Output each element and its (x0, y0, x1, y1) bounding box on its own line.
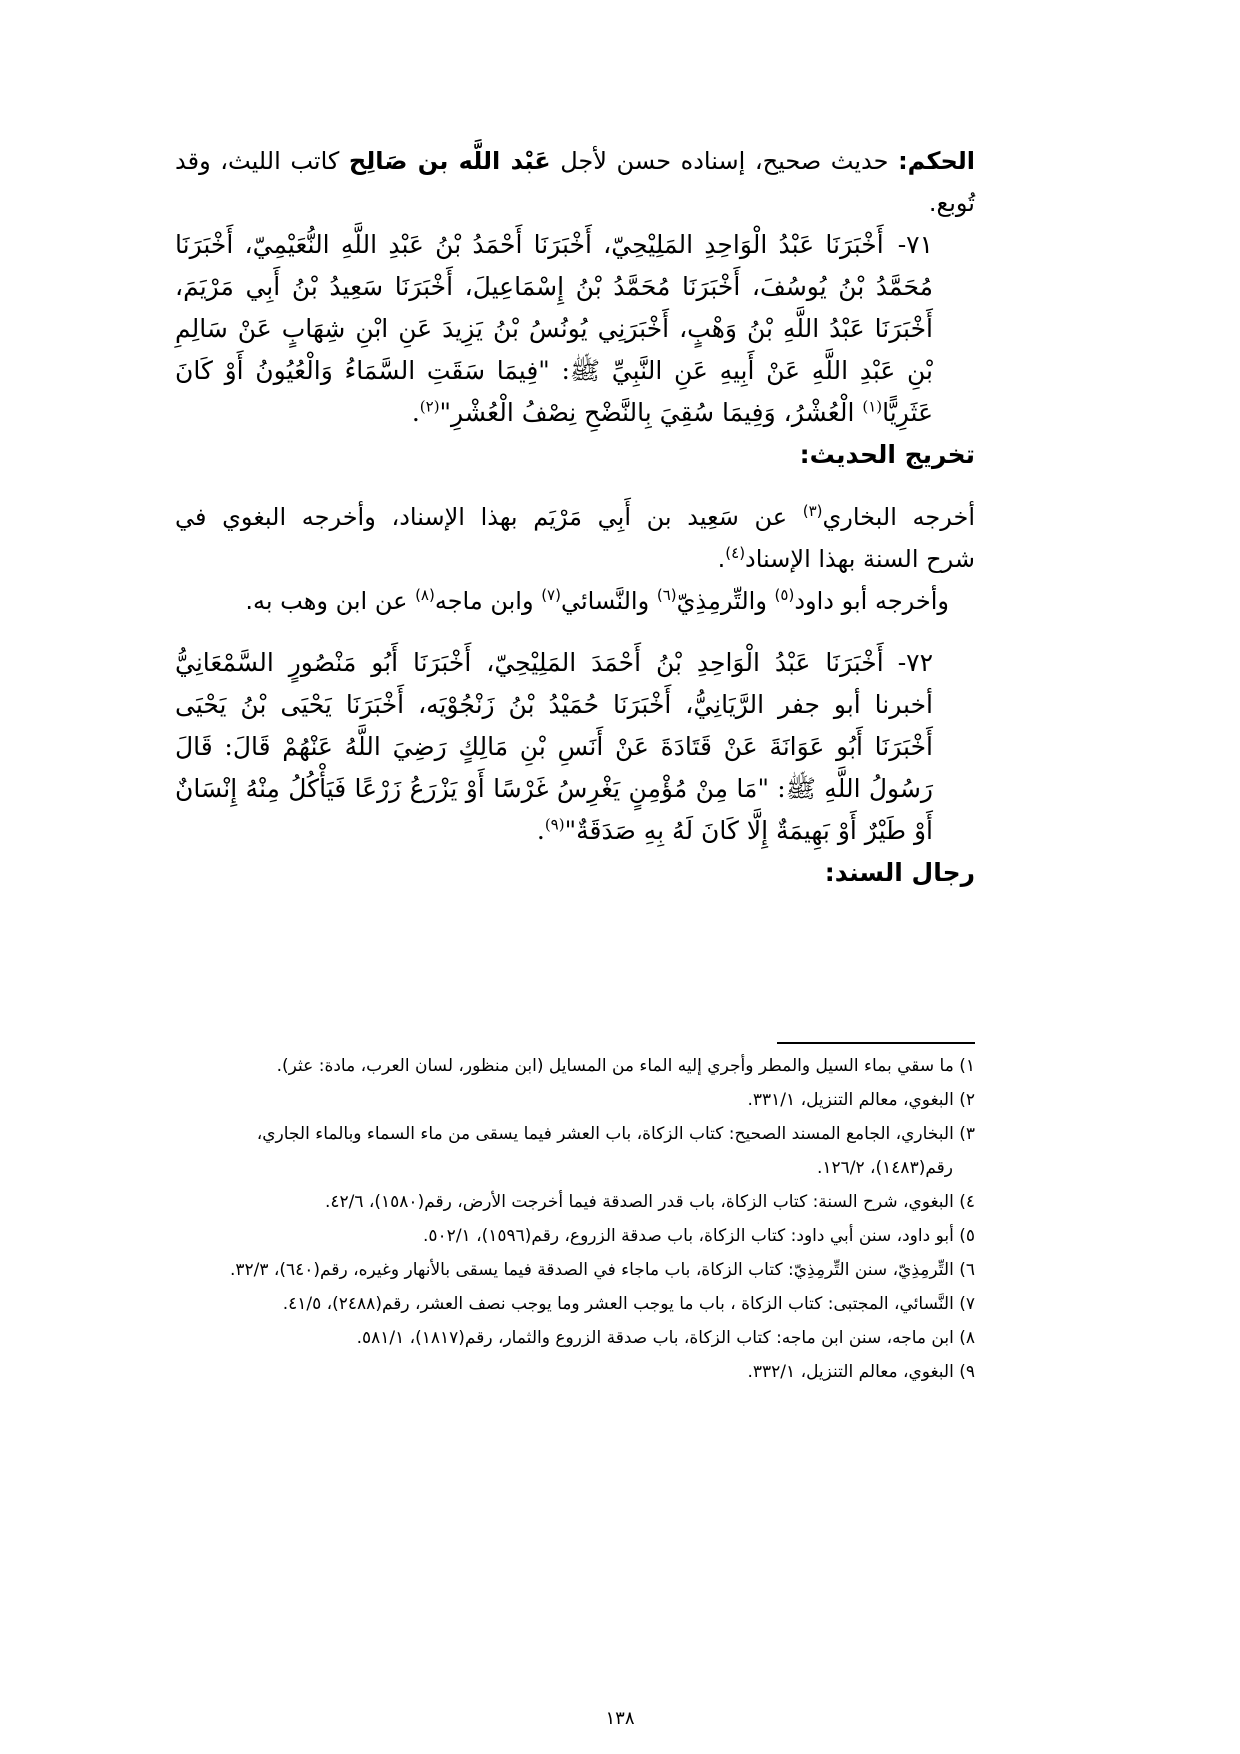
takhrij-line-3 (175, 580, 975, 622)
footnote-6: ٦) التِّرمِذِيّ، سنن التِّرمِذِيّ: كتاب الزكاة، باب ماجاء في الصدقة فيما يسقى بالأنهار وغيره، رقم(٦٤٠)، ٣٢/٣. (229, 1260, 975, 1280)
footnote-1: ١) ما سقي بماء السيل والمطر وأجري إليه الماء من المسايل (ابن منظور، لسان العرب، مادة: عثر). (276, 1056, 975, 1076)
takhrij-line-3-b: والتِّرمِذِيّ (676, 587, 775, 615)
takhrij-line-1-b: عن سَعِيد بن أَبِي مَرْيَم بهذا الإسناد، وأخرجه البغوي في (175, 503, 803, 531)
takhrij-line-1 (175, 496, 975, 538)
takhrij-line-2-a: شرح السنة بهذا الإسناد (745, 545, 975, 573)
footnote-2: ٢) البغوي، معالم التنزيل، ٣٣١/١. (747, 1090, 975, 1110)
footnote-5: ٥) أبو داود، سنن أبي داود: كتاب الزكاة، باب صدقة الزروع، رقم(١٥٩٦)، ٥٠٢/١. (423, 1226, 975, 1246)
footnote-ref-5[interactable]: (٥) (774, 586, 795, 604)
hadith-72-line-3: أَخْبَرَنَا أَبُو عَوَانَةَ عَنْ قَتَادَةَ عَنْ أَنَسِ بْنِ مَالِكٍ رَضِيَ اللَّهُ عَنْهُمْ قَالَ: قَالَ (175, 732, 933, 761)
hadith-71-line-5-a: عَثَرِيًّا (882, 398, 933, 427)
hadith-71-line-4: بْنِ عَبْدِ اللَّهِ عَنْ أَبِيهِ عَنِ النَّبِيِّ ﷺ: "فِيمَا سَقَتِ السَّمَاءُ وَالْعُيُونُ أَوْ كَانَ (175, 356, 933, 385)
page-number: ١٣٨ (605, 1708, 635, 1729)
footnote-ref-6[interactable]: (٦) (656, 586, 677, 604)
footnote-ref-8[interactable]: (٨) (415, 586, 435, 604)
ruling-text-b: كاتب الليث، وقد (175, 147, 349, 175)
rijal-heading: رجال السند: (824, 858, 975, 887)
hadith-71-number: ٧١- (897, 230, 933, 259)
ruling-text-a: حديث صحيح، إسناده حسن لأجل (550, 147, 899, 175)
hadith-72-line-5-a: أَوْ طَيْرٌ أَوْ بَهِيمَةٌ إِلَّا كَانَ لَهُ بِهِ صَدَقَةٌ" (564, 816, 933, 845)
takhrij-line-2 (175, 538, 975, 580)
footnote-9: ٩) البغوي، معالم التنزيل، ٣٣٢/١. (747, 1362, 975, 1382)
footnote-4: ٤) البغوي، شرح السنة: كتاب الزكاة، باب قدر الصدقة فيما أخرجت الأرض، رقم(١٥٨٠)، ٤٢/٦. (324, 1192, 975, 1212)
footnote-7: ٧) النَّسائي، المجتبى: كتاب الزكاة ، باب ما يوجب العشر وما يوجب نصف العشر، رقم(٢٤٨٨)، ٤١/٥. (282, 1294, 975, 1314)
takhrij-line-3-c: والنَّسائي (560, 587, 657, 615)
hadith-72-line-1 (175, 642, 975, 684)
hadith-72-line-1-text: أَخْبَرَنَا عَبْدُ الْوَاحِدِ بْنُ أَحْمَدَ المَلِيْحِيّ، أَخْبَرَنَا أَبُو مَنْصُورٍ السَّمْعَانِيُّ (175, 648, 884, 677)
takhrij-line-3-e: عن ابن وهب به. (245, 587, 416, 615)
footnote-8: ٨) ابن ماجه، سنن ابن ماجه: كتاب الزكاة، باب صدقة الزروع والثمار، رقم(١٨١٧)، ٥٨١/١. (356, 1328, 975, 1348)
hadith-72-line-5-end: . (536, 816, 545, 845)
hadith-72-number: ٧٢- (897, 648, 933, 677)
ruling-continuation: تُوبع. (928, 189, 975, 217)
footnote-ref-9[interactable]: (٩) (544, 815, 565, 834)
footnotes (175, 1052, 975, 1392)
main-text (175, 140, 975, 894)
hadith-71-line-5-end: . (411, 398, 420, 427)
hadith-72-line-5 (175, 810, 975, 852)
hadith-72-line-2: أخبرنا أبو جفر الرَّيَانِيُّ، أَخْبَرَنَا حُمَيْدُ بْنُ زَنْجُوْيَه، أَخْبَرَنَا يَحْيَى بْنُ يَحْيَى (175, 690, 933, 719)
footnote-ref-7[interactable]: (٧) (541, 586, 561, 604)
ruling-label: الحكم: (898, 147, 975, 175)
takhrij-line-3-a: وأخرجه أبو داود (794, 587, 949, 615)
footnote-3-continuation: رقم(١٤٨٣)، ١٢٦/٢. (816, 1158, 953, 1178)
footnote-ref-1[interactable]: (١) (862, 397, 883, 416)
takhrij-heading: تخريج الحديث: (799, 440, 975, 469)
footnote-separator (777, 1042, 975, 1044)
takhrij-line-3-d: وابن ماجه (434, 587, 542, 615)
hadith-71-line-5-b: الْعُشْرُ، وَفِيمَا سُقِيَ بِالنَّضْحِ نِصْفُ الْعُشْرِ" (439, 398, 863, 427)
hadith-71-line-1 (175, 224, 975, 266)
takhrij-line-2-end: . (717, 545, 726, 573)
hadith-71-line-3: أَخْبَرَنَا عَبْدُ اللَّهِ بْنُ وَهْبٍ، أَخْبَرَنِي يُونُسُ بْنُ يَزِيدَ عَنِ ابْنِ شِهَابٍ عَنْ سَالِمِ (175, 314, 934, 343)
hadith-72-line-4: رَسُولُ اللَّهِ ﷺ: "مَا مِنْ مُؤْمِنٍ يَغْرِسُ غَرْسًا أَوْ يَزْرَعُ زَرْعًا فَيَأْكُلُ مِنْهُ إِنْسَانٌ (175, 774, 933, 803)
footnote-ref-3[interactable]: (٣) (802, 502, 823, 520)
hadith-71-line-2: مُحَمَّدُ بْنُ يُوسُفَ، أَخْبَرَنَا مُحَمَّدُ بْنُ إِسْمَاعِيلَ، أَخْبَرَنَا سَعِيدُ بْنُ أَبِي مَرْيَمَ، (175, 272, 933, 301)
hadith-71-line-1-text: أَخْبَرَنَا عَبْدُ الْوَاحِدِ المَلِيْحِيّ، أَخْبَرَنَا أَحْمَدُ بْنُ عَبْدِ اللَّهِ النُّعَيْمِيّ، أَخْبَرَنَا (175, 230, 884, 259)
ruling-line (175, 140, 975, 182)
footnote-ref-2[interactable]: (٢) (419, 397, 440, 416)
takhrij-line-1-a: أخرجه البخاري (822, 503, 975, 531)
footnote-3: ٣) البخاري، الجامع المسند الصحيح: كتاب الزكاة، باب العشر فيما يسقى من ماء السماء وبالماء الجاري، (256, 1124, 975, 1144)
footnote-ref-4[interactable]: (٤) (725, 544, 746, 562)
hadith-71-line-5 (175, 392, 975, 434)
ruling-narrator-name: عَبْد اللَّه بن صَالِح (348, 147, 551, 175)
